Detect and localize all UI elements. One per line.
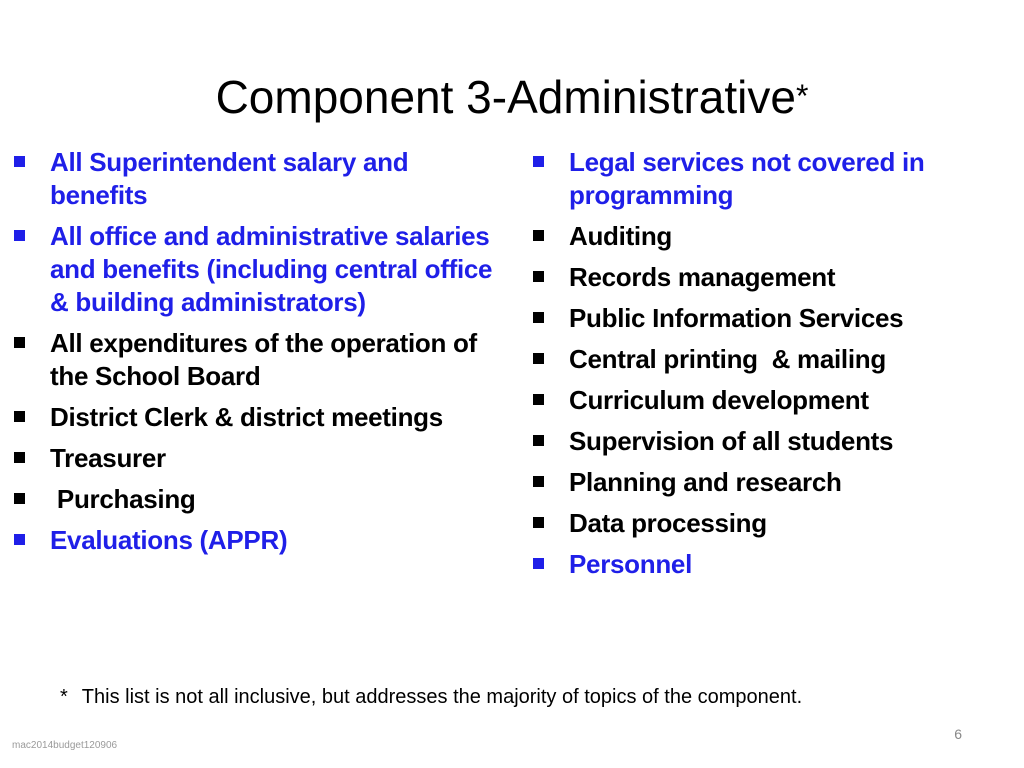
list-item	[14, 327, 504, 393]
list-item	[533, 548, 1013, 581]
footnote	[60, 684, 802, 710]
list-item-text: District Clerk & district meetings	[50, 402, 443, 432]
list-item-text: Records management	[569, 262, 836, 292]
page-number: 6	[954, 726, 962, 742]
list-item	[533, 220, 1013, 253]
list-item	[533, 425, 1013, 458]
list-item-text: Supervision of all students	[569, 426, 894, 456]
footnote-text: This list is not all inclusive, but addresses the majority of topics of the component.	[81, 686, 803, 708]
square-bullet-icon	[533, 156, 544, 167]
square-bullet-icon	[14, 534, 25, 545]
list-item	[14, 146, 504, 212]
square-bullet-icon	[14, 493, 25, 504]
list-item	[14, 401, 504, 434]
list-item-text: Auditing	[569, 221, 673, 251]
list-item-text: All office and administrative salaries and benefits (including central office & building administrators)	[50, 221, 493, 317]
square-bullet-icon	[533, 517, 544, 528]
footnote-asterisk: *	[60, 686, 68, 708]
list-item-text: Personnel	[569, 549, 693, 579]
list-item	[533, 507, 1013, 540]
list-item	[14, 524, 504, 557]
square-bullet-icon	[14, 411, 25, 422]
watermark-text: mac2014budget120906	[12, 740, 118, 751]
square-bullet-icon	[533, 558, 544, 569]
list-item-text: Central printing & mailing	[569, 344, 886, 374]
slide-title	[0, 66, 1024, 127]
list-item-text: Treasurer	[50, 443, 166, 473]
list-item	[533, 384, 1013, 417]
list-item-text: Purchasing	[50, 484, 196, 514]
title-asterisk: *	[795, 78, 809, 114]
list-item-text: All expenditures of the operation of the School Board	[50, 328, 477, 391]
square-bullet-icon	[14, 337, 25, 348]
list-item	[533, 146, 1013, 212]
square-bullet-icon	[533, 353, 544, 364]
slide-title-text: Component 3-Administrative	[215, 71, 796, 123]
square-bullet-icon	[14, 452, 25, 463]
square-bullet-icon	[533, 312, 544, 323]
list-item	[533, 261, 1013, 294]
square-bullet-icon	[533, 476, 544, 487]
list-item-text: Data processing	[569, 508, 767, 538]
list-item-text: Legal services not covered in programming	[569, 147, 925, 210]
square-bullet-icon	[533, 435, 544, 446]
list-item-text: Public Information Services	[569, 303, 904, 333]
list-item	[14, 220, 504, 319]
square-bullet-icon	[533, 394, 544, 405]
right-bullet-list	[533, 146, 1013, 589]
list-item	[533, 466, 1013, 499]
left-bullet-list	[14, 146, 504, 565]
square-bullet-icon	[14, 230, 25, 241]
square-bullet-icon	[533, 271, 544, 282]
list-item	[533, 343, 1013, 376]
list-item	[14, 483, 504, 516]
list-item-text: Planning and research	[569, 467, 842, 497]
list-item	[14, 442, 504, 475]
list-item-text: All Superintendent salary and benefits	[50, 147, 409, 210]
square-bullet-icon	[14, 156, 25, 167]
list-item-text: Curriculum development	[569, 385, 869, 415]
list-item-text: Evaluations (APPR)	[50, 525, 288, 555]
list-item	[533, 302, 1013, 335]
square-bullet-icon	[533, 230, 544, 241]
